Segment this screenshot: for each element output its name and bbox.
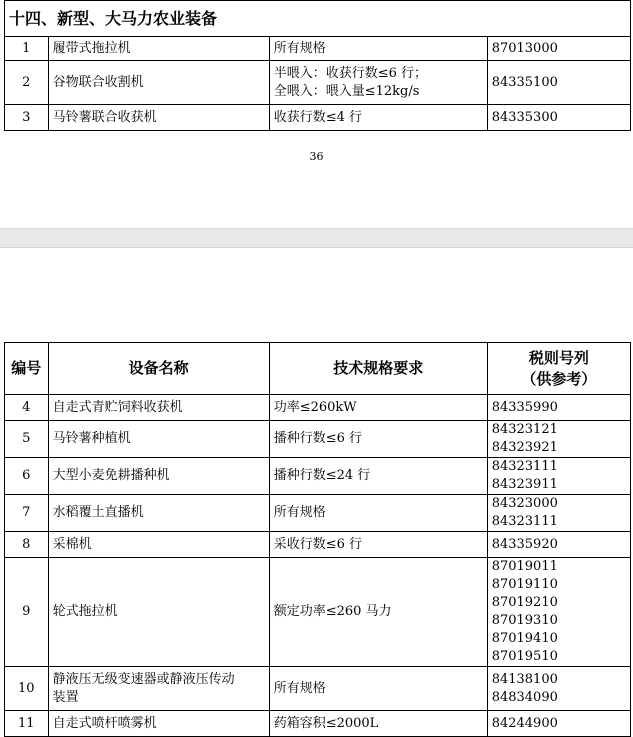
table-row — [5, 421, 631, 458]
table-row — [5, 37, 631, 61]
tech-spec: 采收行数≤6 行 — [269, 532, 487, 558]
document-page-36 — [0, 0, 633, 228]
row-number: 7 — [5, 495, 49, 532]
tariff-code: 84335100 — [487, 61, 630, 105]
table-continuation — [4, 658, 631, 664]
name-line: 装置 — [52, 689, 79, 705]
section-heading-row — [5, 1, 631, 37]
row-number: 4 — [5, 395, 49, 421]
row-number: 10 — [5, 667, 49, 711]
tech-spec: 额定功率≤260 马力 — [269, 558, 487, 667]
tariff-code: 84323111 84323911 — [487, 458, 630, 495]
spec-line: 全喂入：喂入量≤12kg/s — [273, 83, 420, 99]
equipment-name — [48, 667, 269, 711]
equipment-name: 采棉机 — [48, 532, 269, 558]
tariff-code-line: 87019410 87019510 — [491, 631, 558, 664]
spec-line: 半喂入：收获行数≤6 行； — [273, 65, 427, 81]
header-tariff-line2: （供参考） — [521, 369, 597, 388]
equipment-name: 轮式拖拉机 — [48, 558, 269, 667]
table-header-row — [5, 343, 631, 395]
equipment-name: 履带式拖拉机 — [48, 37, 269, 61]
tariff-code-line: 87019011 87019110 — [491, 559, 558, 592]
table-row — [5, 61, 631, 105]
table-row — [5, 395, 631, 421]
table-row — [5, 558, 631, 667]
equipment-name: 马铃薯联合收获机 — [48, 105, 269, 131]
tech-spec: 功率≤260kW — [269, 395, 487, 421]
name-line: 静液压无级变速器或静液压传动 — [52, 671, 235, 687]
row-number: 11 — [5, 711, 49, 737]
equipment-table-part2 — [4, 342, 631, 737]
table-row — [5, 532, 631, 558]
equipment-name: 大型小麦免耕播种机 — [48, 458, 269, 495]
tech-spec: 播种行数≤6 行 — [269, 421, 487, 458]
page-separator — [0, 228, 633, 248]
equipment-name: 水稻覆土直播机 — [48, 495, 269, 532]
row-number: 1 — [5, 37, 49, 61]
table-row — [5, 711, 631, 737]
tech-spec: 收获行数≤4 行 — [269, 105, 487, 131]
row-number: 9 — [5, 558, 49, 667]
tariff-code: 84323000 84323111 — [487, 495, 630, 532]
tech-spec: 所有规格 — [269, 37, 487, 61]
tariff-code: 84335920 — [487, 532, 630, 558]
tech-spec: 所有规格 — [269, 495, 487, 532]
table-row — [5, 458, 631, 495]
header-equipment-name: 设备名称 — [48, 343, 269, 395]
tech-spec: 所有规格 — [269, 667, 487, 711]
tech-spec — [269, 61, 487, 105]
row-number: 5 — [5, 421, 49, 458]
tariff-code: 84335990 — [487, 395, 630, 421]
page-number: 36 — [309, 150, 324, 163]
tech-spec: 药箱容积≤2000L — [269, 711, 487, 737]
tariff-code — [487, 558, 630, 667]
equipment-name: 自走式青贮饲料收获机 — [48, 395, 269, 421]
table-row — [5, 105, 631, 131]
row-number: 8 — [5, 532, 49, 558]
header-tariff-line1: 税则号列 — [528, 348, 589, 367]
row-number: 2 — [5, 61, 49, 105]
row-number: 3 — [5, 105, 49, 131]
tariff-code: 84138100 84834090 — [487, 667, 630, 711]
header-number: 编号 — [5, 343, 49, 395]
tech-spec: 播种行数≤24 行 — [269, 458, 487, 495]
tariff-code: 84244900 — [487, 711, 630, 737]
tariff-code-line: 87019210 87019310 — [491, 595, 558, 628]
tariff-code: 87013000 — [487, 37, 630, 61]
header-tech-spec: 技术规格要求 — [269, 343, 487, 395]
equipment-name: 谷物联合收割机 — [48, 61, 269, 105]
equipment-name: 马铃薯种植机 — [48, 421, 269, 458]
section-title: 十四、新型、大马力农业装备 — [5, 1, 631, 37]
tariff-code: 84323121 84323921 — [487, 421, 630, 458]
table-row — [5, 667, 631, 711]
document-page-37 — [0, 248, 633, 731]
tariff-code: 84335300 — [487, 105, 630, 131]
equipment-table-part1 — [4, 0, 631, 131]
row-number: 6 — [5, 458, 49, 495]
table-row — [5, 495, 631, 532]
header-tariff-code — [487, 343, 630, 395]
equipment-name: 自走式喷杆喷雾机 — [48, 711, 269, 737]
